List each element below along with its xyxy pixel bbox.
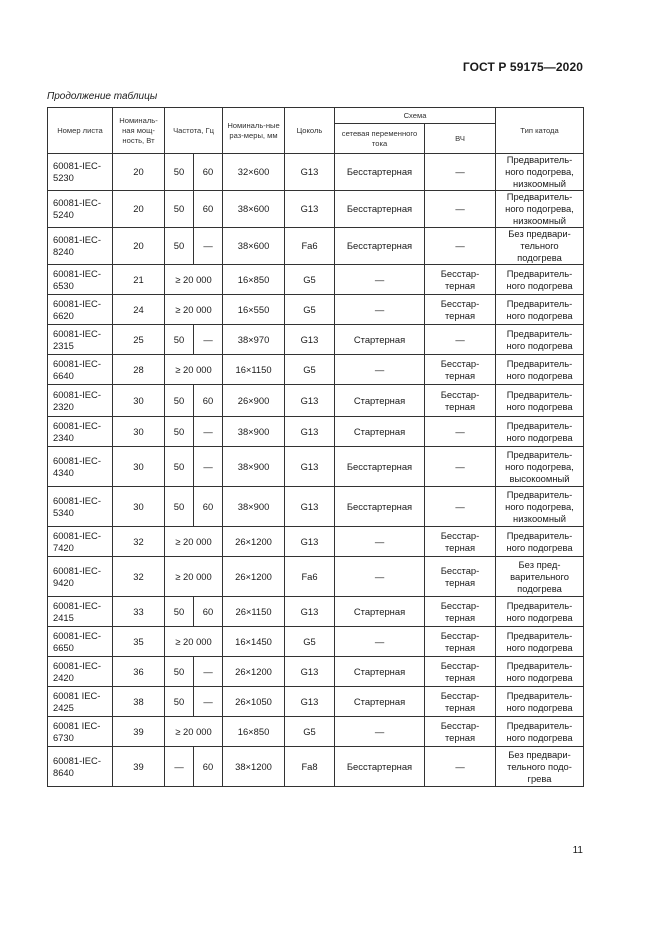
cell-circuit-hf: — <box>425 747 496 787</box>
cell-frequency-1: — <box>165 747 194 787</box>
cell-circuit-hf: — <box>425 325 496 355</box>
cell-rated-power: 30 <box>113 417 165 447</box>
cell-circuit-ac: Стартерная <box>335 417 425 447</box>
header-circuit-hf: ВЧ <box>425 124 496 154</box>
cell-base: G13 <box>285 417 335 447</box>
cell-rated-power: 21 <box>113 265 165 295</box>
cell-base: G5 <box>285 355 335 385</box>
table-row <box>48 385 584 417</box>
cell-rated-power: 35 <box>113 627 165 657</box>
cell-base: Fa8 <box>285 747 335 787</box>
cell-sheet-number: 60081-IEC-6530 <box>48 265 113 295</box>
header-rated-dimensions: Номиналь-ные раз-меры, мм <box>223 108 285 154</box>
cell-rated-dimensions: 26×1200 <box>223 527 285 557</box>
cell-circuit-ac: — <box>335 295 425 325</box>
cell-frequency-2: — <box>194 687 223 717</box>
cell-cathode-type: Предваритель-ного подогрева <box>496 325 584 355</box>
cell-frequency-1: 50 <box>165 228 194 265</box>
header-cathode-type: Тип катода <box>496 108 584 154</box>
cell-frequency: ≥ 20 000 <box>165 627 223 657</box>
cell-circuit-ac: Бесстартерная <box>335 447 425 487</box>
cell-rated-power: 36 <box>113 657 165 687</box>
cell-cathode-type: Предваритель-ного подогрева <box>496 657 584 687</box>
cell-frequency-2: — <box>194 657 223 687</box>
cell-circuit-ac: — <box>335 627 425 657</box>
cell-frequency-1: 50 <box>165 687 194 717</box>
cell-frequency: ≥ 20 000 <box>165 557 223 597</box>
cell-frequency-2: — <box>194 228 223 265</box>
cell-circuit-hf: — <box>425 447 496 487</box>
cell-frequency-1: 50 <box>165 191 194 228</box>
cell-circuit-ac: Стартерная <box>335 687 425 717</box>
table-row <box>48 191 584 228</box>
cell-cathode-type: Без предвари-тельного подо-грева <box>496 747 584 787</box>
cell-circuit-hf: Бесстар-терная <box>425 627 496 657</box>
cell-rated-power: 20 <box>113 228 165 265</box>
cell-cathode-type: Предваритель-ного подогрева <box>496 627 584 657</box>
cell-rated-dimensions: 38×600 <box>223 228 285 265</box>
table-row <box>48 597 584 627</box>
cell-circuit-ac: — <box>335 557 425 597</box>
document-standard-header: ГОСТ Р 59175—2020 <box>462 60 583 74</box>
cell-base: G13 <box>285 325 335 355</box>
cell-rated-power: 20 <box>113 154 165 191</box>
cell-circuit-ac: Бесстартерная <box>335 228 425 265</box>
cell-frequency-1: 50 <box>165 447 194 487</box>
cell-base: G5 <box>285 295 335 325</box>
cell-sheet-number: 60081 IEC-6730 <box>48 717 113 747</box>
cell-frequency-2: 60 <box>194 191 223 228</box>
table-row <box>48 154 584 191</box>
cell-rated-power: 25 <box>113 325 165 355</box>
table-row <box>48 687 584 717</box>
table-row <box>48 325 584 355</box>
cell-base: G13 <box>285 385 335 417</box>
cell-cathode-type: Предваритель-ного подогрева <box>496 355 584 385</box>
cell-rated-power: 32 <box>113 557 165 597</box>
cell-circuit-ac: Стартерная <box>335 385 425 417</box>
cell-circuit-ac: Стартерная <box>335 657 425 687</box>
cell-circuit-ac: — <box>335 717 425 747</box>
cell-circuit-ac: Бесстартерная <box>335 487 425 527</box>
cell-circuit-ac: Бесстартерная <box>335 154 425 191</box>
cell-circuit-ac: Бесстартерная <box>335 747 425 787</box>
cell-frequency-1: 50 <box>165 385 194 417</box>
cell-frequency-2: — <box>194 325 223 355</box>
table-row <box>48 355 584 385</box>
table-row <box>48 627 584 657</box>
table-row <box>48 417 584 447</box>
table-row <box>48 447 584 487</box>
cell-cathode-type: Предваритель-ного подогрева <box>496 597 584 627</box>
table-caption: Продолжение таблицы <box>47 91 158 102</box>
cell-rated-power: 30 <box>113 447 165 487</box>
cell-cathode-type: Предваритель-ного подогрева <box>496 295 584 325</box>
cell-base: G13 <box>285 657 335 687</box>
cell-frequency: ≥ 20 000 <box>165 295 223 325</box>
lamp-specification-table <box>47 107 584 787</box>
cell-base: G5 <box>285 265 335 295</box>
cell-base: G13 <box>285 597 335 627</box>
cell-cathode-type: Предваритель-ного подогрева, низкоомный <box>496 154 584 191</box>
cell-sheet-number: 60081-IEC-6620 <box>48 295 113 325</box>
cell-rated-dimensions: 26×900 <box>223 385 285 417</box>
page-number: 11 <box>572 845 583 856</box>
cell-frequency: ≥ 20 000 <box>165 265 223 295</box>
header-frequency: Частота, Гц <box>165 108 223 154</box>
cell-frequency-1: 50 <box>165 325 194 355</box>
cell-rated-power: 28 <box>113 355 165 385</box>
cell-rated-dimensions: 32×600 <box>223 154 285 191</box>
cell-circuit-hf: Бесстар-терная <box>425 295 496 325</box>
table-row <box>48 295 584 325</box>
cell-circuit-hf: Бесстар-терная <box>425 597 496 627</box>
cell-rated-dimensions: 38×900 <box>223 487 285 527</box>
cell-frequency: ≥ 20 000 <box>165 527 223 557</box>
cell-rated-dimensions: 16×550 <box>223 295 285 325</box>
cell-frequency: ≥ 20 000 <box>165 717 223 747</box>
cell-circuit-hf: — <box>425 191 496 228</box>
cell-frequency-2: 60 <box>194 385 223 417</box>
cell-rated-dimensions: 26×1200 <box>223 657 285 687</box>
cell-sheet-number: 60081-IEC-2320 <box>48 385 113 417</box>
cell-sheet-number: 60081-IEC-5230 <box>48 154 113 191</box>
cell-circuit-ac: — <box>335 527 425 557</box>
cell-circuit-hf: Бесстар-терная <box>425 657 496 687</box>
cell-rated-power: 30 <box>113 385 165 417</box>
cell-circuit-hf: — <box>425 417 496 447</box>
cell-circuit-hf: Бесстар-терная <box>425 265 496 295</box>
cell-frequency-2: — <box>194 447 223 487</box>
cell-rated-dimensions: 26×1150 <box>223 597 285 627</box>
header-circuit-ac: сетевая переменного тока <box>335 124 425 154</box>
cell-rated-dimensions: 16×850 <box>223 265 285 295</box>
cell-sheet-number: 60081-IEC-5340 <box>48 487 113 527</box>
header-rated-power: Номиналь-ная мощ-ность, Вт <box>113 108 165 154</box>
table-row <box>48 747 584 787</box>
cell-circuit-hf: — <box>425 487 496 527</box>
cell-circuit-hf: Бесстар-терная <box>425 355 496 385</box>
cell-cathode-type: Предваритель-ного подогрева <box>496 385 584 417</box>
cell-circuit-hf: Бесстар-терная <box>425 687 496 717</box>
cell-sheet-number: 60081-IEC-4340 <box>48 447 113 487</box>
table-row <box>48 527 584 557</box>
table-row <box>48 657 584 687</box>
table-row <box>48 228 584 265</box>
cell-circuit-hf: Бесстар-терная <box>425 385 496 417</box>
cell-base: G13 <box>285 191 335 228</box>
cell-rated-power: 39 <box>113 717 165 747</box>
cell-circuit-ac: — <box>335 355 425 385</box>
cell-rated-dimensions: 38×900 <box>223 417 285 447</box>
cell-cathode-type: Предваритель-ного подогрева <box>496 265 584 295</box>
header-sheet-number: Номер листа <box>48 108 113 154</box>
cell-rated-dimensions: 38×970 <box>223 325 285 355</box>
cell-frequency-2: 60 <box>194 154 223 191</box>
cell-circuit-hf: Бесстар-терная <box>425 717 496 747</box>
cell-sheet-number: 60081-IEC-8640 <box>48 747 113 787</box>
cell-sheet-number: 60081-IEC-5240 <box>48 191 113 228</box>
cell-frequency-2: 60 <box>194 597 223 627</box>
table-body <box>48 154 584 787</box>
cell-rated-power: 24 <box>113 295 165 325</box>
cell-cathode-type: Предваритель-ного подогрева, низкоомный <box>496 191 584 228</box>
cell-rated-dimensions: 38×1200 <box>223 747 285 787</box>
cell-circuit-hf: — <box>425 154 496 191</box>
header-circuit: Схема <box>335 108 496 124</box>
cell-rated-power: 38 <box>113 687 165 717</box>
cell-rated-dimensions: 26×1050 <box>223 687 285 717</box>
cell-rated-dimensions: 38×600 <box>223 191 285 228</box>
cell-base: G13 <box>285 487 335 527</box>
cell-sheet-number: 60081-IEC-2315 <box>48 325 113 355</box>
cell-frequency-1: 50 <box>165 417 194 447</box>
cell-cathode-type: Предваритель-ного подогрева <box>496 417 584 447</box>
cell-cathode-type: Предваритель-ного подогрева <box>496 687 584 717</box>
cell-rated-power: 33 <box>113 597 165 627</box>
cell-circuit-hf: — <box>425 228 496 265</box>
cell-circuit-ac: Стартерная <box>335 597 425 627</box>
cell-rated-dimensions: 16×1150 <box>223 355 285 385</box>
cell-rated-power: 30 <box>113 487 165 527</box>
cell-frequency-1: 50 <box>165 487 194 527</box>
cell-frequency-1: 50 <box>165 154 194 191</box>
cell-circuit-ac: Стартерная <box>335 325 425 355</box>
cell-cathode-type: Предваритель-ного подогрева, высокоомный <box>496 447 584 487</box>
cell-frequency-1: 50 <box>165 657 194 687</box>
cell-rated-dimensions: 38×900 <box>223 447 285 487</box>
cell-frequency-1: 50 <box>165 597 194 627</box>
cell-base: Fa6 <box>285 557 335 597</box>
cell-sheet-number: 60081-IEC-2415 <box>48 597 113 627</box>
cell-circuit-hf: Бесстар-терная <box>425 557 496 597</box>
cell-circuit-ac: Бесстартерная <box>335 191 425 228</box>
cell-frequency-2: — <box>194 417 223 447</box>
cell-rated-dimensions: 26×1200 <box>223 557 285 597</box>
cell-circuit-hf: Бесстар-терная <box>425 527 496 557</box>
cell-sheet-number: 60081-IEC-8240 <box>48 228 113 265</box>
header-base: Цоколь <box>285 108 335 154</box>
table-row <box>48 557 584 597</box>
cell-frequency-2: 60 <box>194 747 223 787</box>
cell-sheet-number: 60081-IEC-9420 <box>48 557 113 597</box>
cell-sheet-number: 60081-IEC-6640 <box>48 355 113 385</box>
cell-rated-dimensions: 16×850 <box>223 717 285 747</box>
cell-cathode-type: Без предвари-тельного подогрева <box>496 228 584 265</box>
cell-rated-power: 39 <box>113 747 165 787</box>
cell-base: G5 <box>285 717 335 747</box>
cell-cathode-type: Предваритель-ного подогрева <box>496 527 584 557</box>
cell-cathode-type: Без пред-варительного подогрева <box>496 557 584 597</box>
cell-rated-power: 32 <box>113 527 165 557</box>
table-header <box>48 108 584 154</box>
cell-rated-power: 20 <box>113 191 165 228</box>
cell-cathode-type: Предваритель-ного подогрева <box>496 717 584 747</box>
cell-sheet-number: 60081-IEC-2420 <box>48 657 113 687</box>
cell-frequency: ≥ 20 000 <box>165 355 223 385</box>
cell-base: G13 <box>285 447 335 487</box>
cell-base: G5 <box>285 627 335 657</box>
table-row <box>48 487 584 527</box>
cell-sheet-number: 60081-IEC-7420 <box>48 527 113 557</box>
cell-sheet-number: 60081 IEC-2425 <box>48 687 113 717</box>
table-row <box>48 717 584 747</box>
cell-base: G13 <box>285 527 335 557</box>
cell-frequency-2: 60 <box>194 487 223 527</box>
cell-base: Fa6 <box>285 228 335 265</box>
cell-cathode-type: Предваритель-ного подогрева, низкоомный <box>496 487 584 527</box>
cell-circuit-ac: — <box>335 265 425 295</box>
cell-sheet-number: 60081-IEC-6650 <box>48 627 113 657</box>
table-row <box>48 265 584 295</box>
cell-sheet-number: 60081-IEC-2340 <box>48 417 113 447</box>
cell-rated-dimensions: 16×1450 <box>223 627 285 657</box>
cell-base: G13 <box>285 687 335 717</box>
cell-base: G13 <box>285 154 335 191</box>
